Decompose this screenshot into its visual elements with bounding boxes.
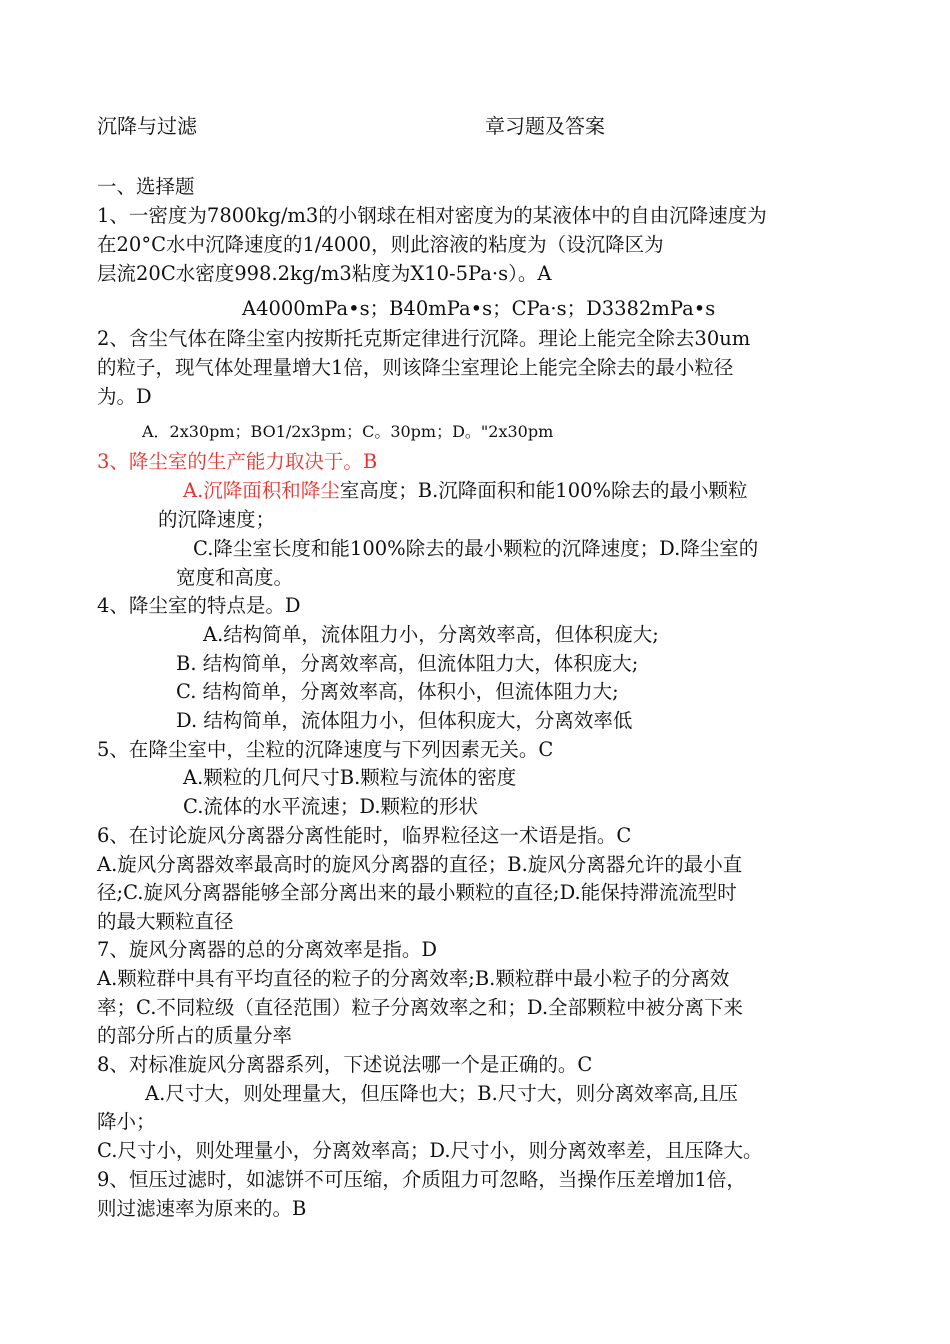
question-9-line-1: 9、恒压过滤时，如滤饼不可压缩，介质阻力可忽略，当操作压差增加1倍， [97,1168,746,1191]
question-6-stem: 6、在讨论旋风分离器分离性能时，临界粒径这一术语是指。C [97,824,632,847]
question-6-options-line-1: A.旋风分离器效率最高时的旋风分离器的直径；B.旋风分离器允许的最小直 [97,853,743,876]
question-4-option-a: A.结构简单，流体阻力小，分离效率高，但体积庞大; [203,623,659,646]
question-2-line-2: 的粒子，现气体处理量增大1倍，则该降尘室理论上能完全除去的最小粒径 [97,356,734,379]
question-2-line-3: 为。D [97,385,152,408]
doc-title-right: 章习题及答案 [485,114,605,138]
question-6-options-line-2: 径;C.旋风分离器能够全部分离出来的最小颗粒的直径;D.能保持滞流流型时 [97,881,737,904]
question-8-options-line-2: 降小； [97,1110,156,1133]
question-7-stem: 7、旋风分离器的总的分离效率是指。D [97,938,438,961]
question-2-line-1: 2、含尘气体在降尘室内按斯托克斯定律进行沉降。理论上能完全除去30um [97,327,751,350]
question-4-option-d: D. 结构简单，流体阻力小，但体积庞大，分离效率低 [176,709,633,732]
question-5-options-line-2: C.流体的水平流速；D.颗粒的形状 [183,795,479,818]
question-2-options: A．2x30pm；BO1/2x3pm；C。30pm；D。"2x30pm [142,422,554,441]
question-1-line-2: 在20°C水中沉降速度的1/4000，则此溶液的粘度为（设沉降区为 [97,233,664,256]
question-1-options: A4000mPa•s；B40mPa•s；CPa·s；D3382mPa•s [242,297,716,320]
question-9-line-2: 则过滤速率为原来的。B [97,1197,307,1220]
question-7-options-line-1: A.颗粒群中具有平均直径的粒子的分离效率;B.颗粒群中最小粒子的分离效 [97,967,730,990]
question-4-option-b: B. 结构简单，分离效率高，但流体阻力大，体积庞大; [176,652,639,675]
section-heading: 一、选择题 [97,175,195,198]
question-7-options-line-2: 率；C.不同粒级（直径范围）粒子分离效率之和；D.全部颗粒中被分离下来 [97,996,744,1019]
question-4-option-c: C. 结构简单，分离效率高，体积小，但流体阻力大; [176,680,619,703]
question-1-line-1: 1、一密度为7800kg/m3的小钢球在相对密度为的某液体中的自由沉降速度为 [97,204,767,227]
question-8-stem: 8、对标准旋风分离器系列，下述说法哪一个是正确的。C [97,1053,593,1076]
question-6-options-line-3: 的最大颗粒直径 [97,910,234,933]
question-3-option-a-rest: 室高度；B.沉降面积和能100%除去的最小颗粒 [339,479,748,502]
doc-title-left: 沉降与过滤 [97,114,197,138]
question-5-options-line-1: A.颗粒的几何尺寸B.颗粒与流体的密度 [183,766,517,789]
question-1-line-3: 层流20C水密度998.2kg/m3粘度为X10-5Pa·s）。A [97,262,552,285]
question-4-stem: 4、降尘室的特点是。D [97,594,301,617]
question-3-options-line-3: C.降尘室长度和能100%除去的最小颗粒的沉降速度；D.降尘室的 [193,537,759,560]
question-8-options-line-3: C.尺寸小，则处理量小，分离效率高；D.尺寸小，则分离效率差，且压降大。 [97,1139,763,1162]
question-3-options-line-4: 宽度和高度。 [176,566,294,589]
question-3-options-line-1 [183,477,748,505]
question-7-options-line-3: 的部分所占的质量分率 [97,1024,293,1047]
question-3-stem: 3、降尘室的生产能力取决于。B [97,450,378,473]
question-3-option-a-highlight: A.沉降面积和降尘 [183,479,340,502]
question-8-options-line-1: A.尺寸大，则处理量大，但压降也大；B.尺寸大，则分离效率高,且压 [145,1082,739,1105]
question-3-options-line-2: 的沉降速度； [158,508,276,531]
question-5-stem: 5、在降尘室中，尘粒的沉降速度与下列因素无关。C [97,738,554,761]
